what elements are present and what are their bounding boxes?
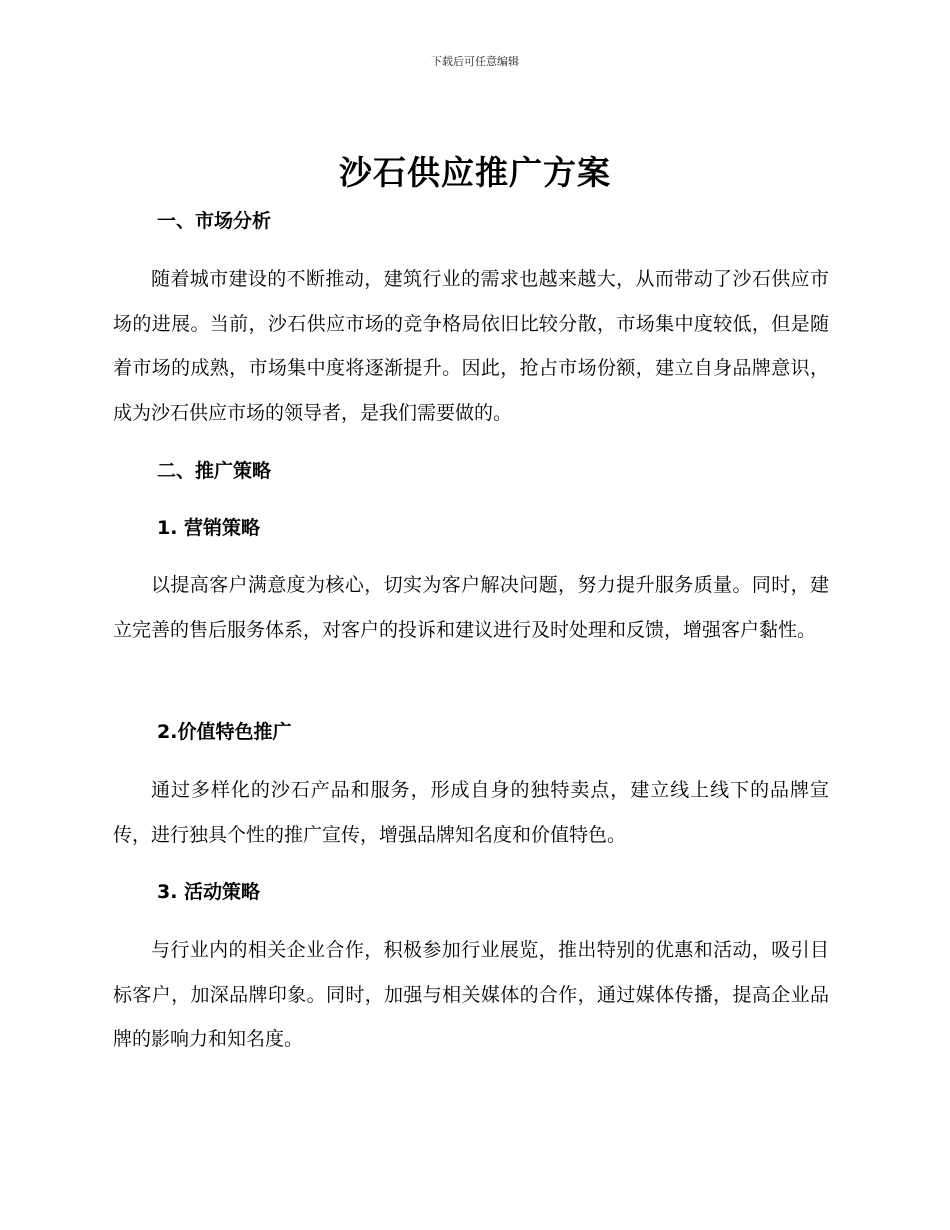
paragraph-activity-strategy bbox=[113, 928, 829, 1062]
paragraph-text: 通过多样化的沙石产品和服务，形成自身的独特卖点，建立线上线下的品牌宣传，进行独具个性的推广宣传，增强品牌知名度和价值特色。 bbox=[113, 779, 829, 846]
paragraph-value-promotion bbox=[113, 768, 829, 857]
paragraph-marketing-strategy bbox=[113, 563, 829, 652]
section-heading-promotion-strategy: 二、推广策略 bbox=[157, 460, 272, 482]
paragraph-market-analysis bbox=[113, 257, 829, 435]
section-heading-market-analysis: 一、市场分析 bbox=[157, 210, 272, 232]
subheading-marketing-strategy: 1. 营销策略 bbox=[157, 517, 261, 539]
page-header-note: 下载后可任意编辑 bbox=[431, 55, 519, 68]
subheading-activity-strategy: 3. 活动策略 bbox=[157, 881, 261, 903]
document-title: 沙石供应推广方案 bbox=[339, 153, 611, 192]
paragraph-text: 以提高客户满意度为核心，切实为客户解决问题，努力提升服务质量。同时，建立完善的售后服务体系，对客户的投诉和建议进行及时处理和反馈，增强客户黏性。 bbox=[113, 574, 829, 641]
paragraph-text: 与行业内的相关企业合作，积极参加行业展览，推出特别的优惠和活动，吸引目标客户，加深品牌印象。同时，加强与相关媒体的合作，通过媒体传播，提高企业品牌的影响力和知名度。 bbox=[113, 939, 829, 1050]
subheading-value-promotion: 2.价值特色推广 bbox=[157, 721, 292, 743]
paragraph-text: 随着城市建设的不断推动，建筑行业的需求也越来越大，从而带动了沙石供应市场的进展。当前，沙石供应市场的竞争格局依旧比较分散，市场集中度较低，但是随着市场的成熟，市场集中度将逐渐提升。因此，抢占市场份额，建立自身品牌意识，成为沙石供应市场的领导者，是我们需要做的。 bbox=[113, 268, 829, 424]
